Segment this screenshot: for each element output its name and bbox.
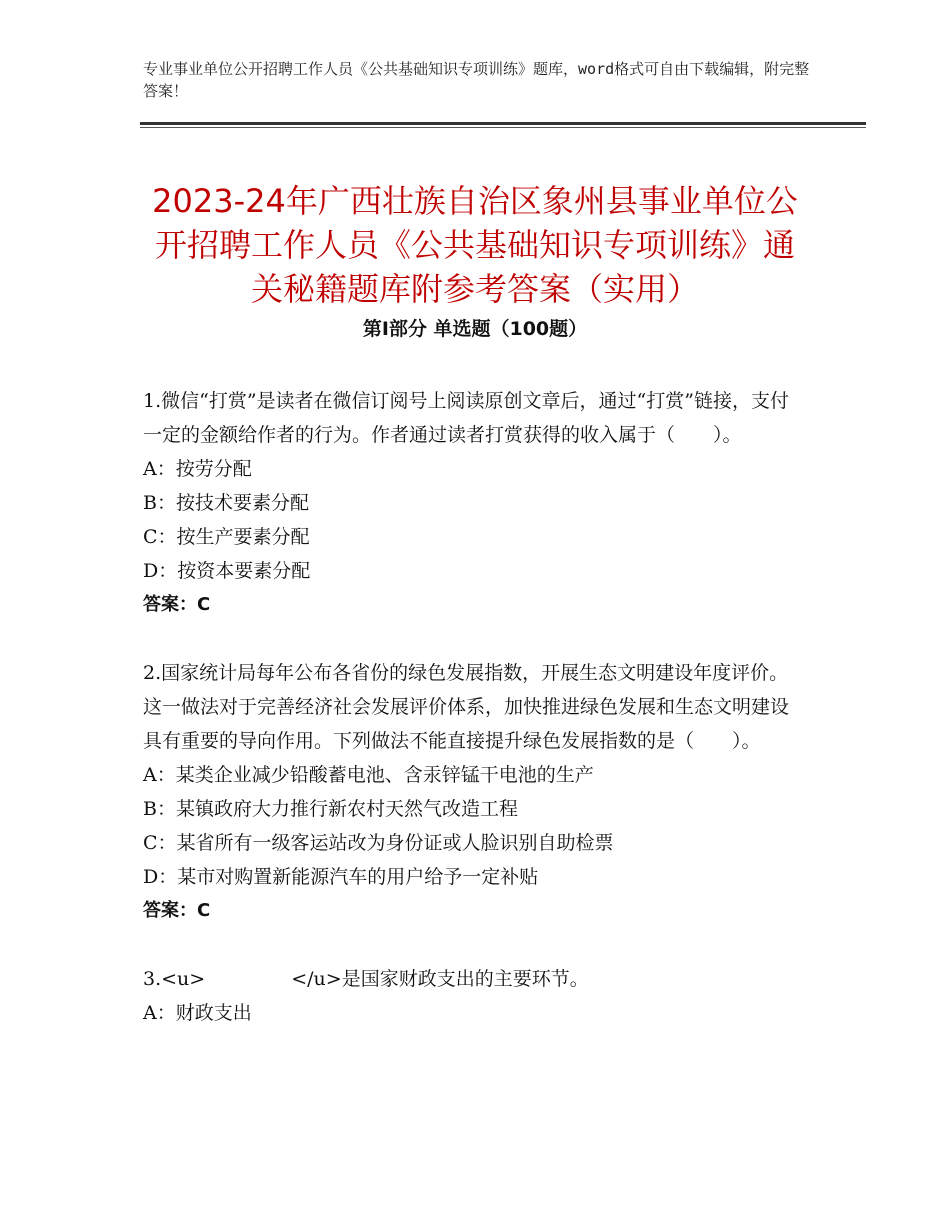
question-list bbox=[143, 384, 803, 1064]
option-b: B：某镇政府大力推行新农村天然气改造工程 bbox=[143, 798, 518, 820]
option-b: B：按技术要素分配 bbox=[143, 492, 309, 514]
question-stem-suffix: </u>是国家财政支出的主要环节。 bbox=[291, 968, 589, 990]
section-title: 第Ⅰ部分 单选题（100题） bbox=[362, 318, 588, 340]
question-stem bbox=[143, 962, 803, 996]
header-note: 专业事业单位公开招聘工作人员《公共基础知识专项训练》题库，word格式可自由下载编辑，附完整答案！ bbox=[143, 60, 810, 100]
option-d: D：按资本要素分配 bbox=[143, 560, 311, 582]
option-a: A：按劳分配 bbox=[143, 458, 252, 480]
option-c: C：按生产要素分配 bbox=[143, 526, 310, 548]
header-divider-thin bbox=[140, 127, 866, 128]
question-stem-prefix: 3.<u> bbox=[143, 968, 206, 990]
document-title: 2023-24年广西壮族自治区象州县事业单位公开招聘工作人员《公共基础知识专项训练》通关秘籍题库附参考答案（实用） bbox=[152, 182, 798, 309]
answer-label: 答案：C bbox=[143, 594, 211, 615]
question-stem: 1.微信“打赏”是读者在微信订阅号上阅读原创文章后，通过“打赏”链接，支付一定的金额给作者的行为。作者通过读者打赏获得的收入属于（ ）。 bbox=[143, 390, 789, 446]
option-d: D：某市对购置新能源汽车的用户给予一定补贴 bbox=[143, 866, 539, 888]
question-stem: 2.国家统计局每年公布各省份的绿色发展指数，开展生态文明建设年度评价。这一做法对于完善经济社会发展评价体系，加快推进绿色发展和生态文明建设具有重要的导向作用。下列做法不能直接提升绿色发展指数的是（ ）。 bbox=[143, 662, 790, 752]
header-divider-thick bbox=[140, 122, 866, 125]
answer-label: 答案：C bbox=[143, 900, 211, 921]
option-a: A：财政支出 bbox=[143, 1002, 252, 1024]
question-2 bbox=[143, 656, 803, 928]
question-3 bbox=[143, 962, 803, 1030]
option-a: A：某类企业减少铅酸蓄电池、含汞锌锰干电池的生产 bbox=[143, 764, 594, 786]
option-c: C：某省所有一级客运站改为身份证或人脸识别自助检票 bbox=[143, 832, 614, 854]
question-1 bbox=[143, 384, 803, 622]
